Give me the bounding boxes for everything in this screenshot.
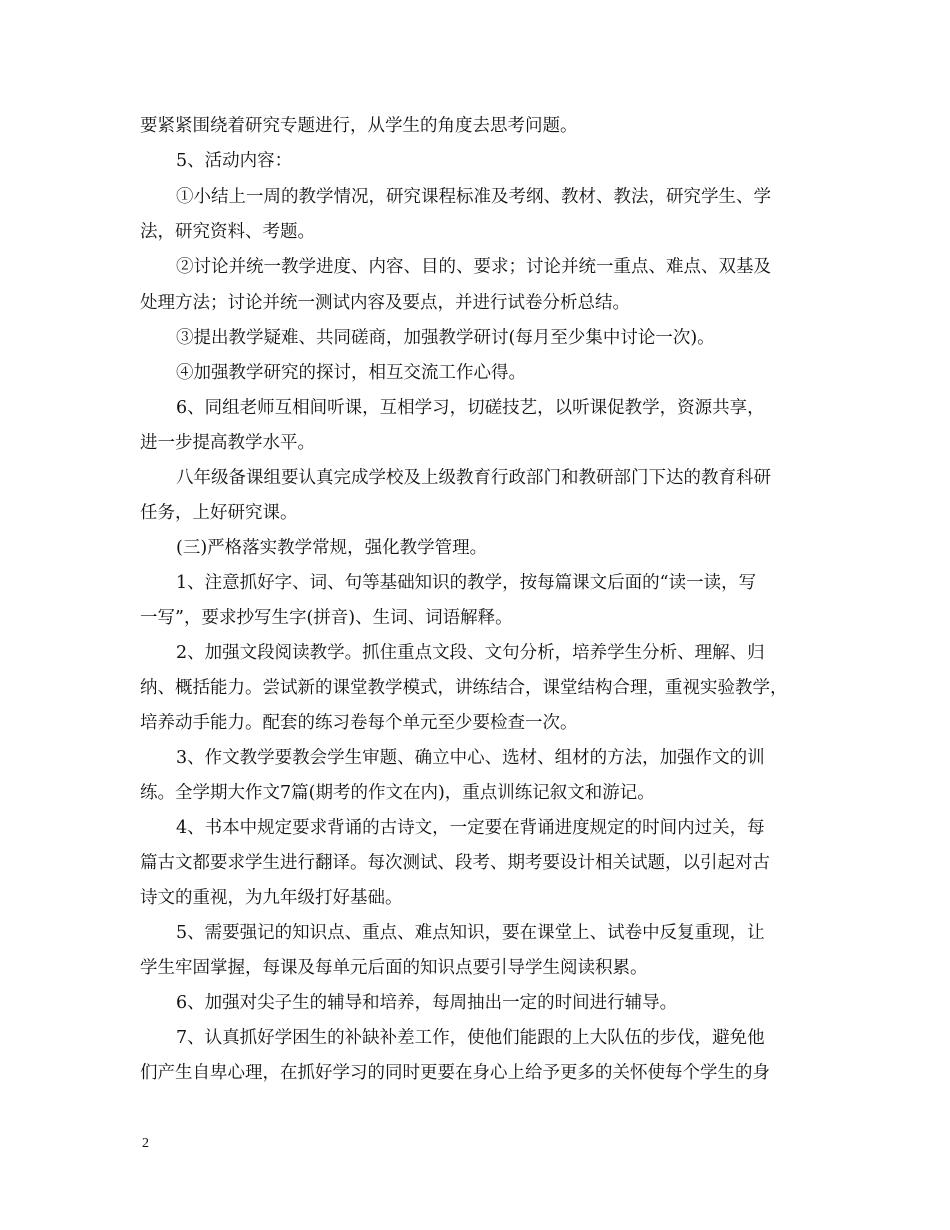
text-line: 培养动手能力。配套的练习卷每个单元至少要检查一次。 <box>140 713 578 733</box>
text-line: 5、需要强记的知识点、重点、难点知识，要在课堂上、试卷中反复重现，让 <box>176 923 765 943</box>
text-line: 任务，上好研究课。 <box>140 503 298 523</box>
text-line: ②讨论并统一教学进度、内容、目的、要求；讨论并统一重点、难点、双基及 <box>176 257 771 277</box>
text-line: 进一步提高教学水平。 <box>140 433 315 453</box>
text-line: 6、同组老师互相间听课，互相学习，切磋技艺，以听课促教学，资源共享， <box>176 398 765 418</box>
text-line: 法，研究资料、考题。 <box>140 222 315 242</box>
text-line: 6、加强对尖子生的辅导和培养，每周抽出一定的时间进行辅导。 <box>176 993 678 1013</box>
text-line: 7、认真抓好学困生的补缺补差工作，使他们能跟的上大队伍的步伐，避免他 <box>176 1028 765 1048</box>
text-line: 1、注意抓好字、词、句等基础知识的教学，按每篇课文后面的“读一读，写 <box>176 573 757 593</box>
text-line: 八年级备课组要认真完成学校及上级教育行政部门和教研部门下达的教育科研 <box>176 468 771 488</box>
text-line: 2、加强文段阅读教学。抓住重点文段、文句分析，培养学生分析、理解、归 <box>176 643 765 663</box>
text-line: 纳、概括能力。尝试新的课堂教学模式，讲练结合，课堂结构合理，重视实验教学， <box>140 678 788 698</box>
section-heading: (三)严格落实教学常规，强化教学管理。 <box>176 538 488 558</box>
text-line: 学生牢固掌握，每课及每单元后面的知识点要引导学生阅读积累。 <box>140 958 648 978</box>
text-line: 们产生自卑心理，在抓好学习的同时更要在身心上给予更多的关怀使每个学生的身 <box>140 1063 770 1083</box>
page-number: 2 <box>142 1136 149 1151</box>
text-line: 一写”，要求抄写生字(拼音)、生词、词语解释。 <box>140 608 513 628</box>
text-line: ④加强教学研究的探讨，相互交流工作心得。 <box>176 363 526 383</box>
text-line: 篇古文都要求学生进行翻译。每次测试、段考、期考要设计相关试题，以引起对古 <box>140 853 770 873</box>
text-line: 4、书本中规定要求背诵的古诗文，一定要在背诵进度规定的时间内过关，每 <box>176 818 765 838</box>
text-line: 3、作文教学要教会学生审题、确立中心、选材、组材的方法，加强作文的训 <box>176 748 765 768</box>
text-line: ①小结上一周的教学情况，研究课程标准及考纲、教材、教法，研究学生、学 <box>176 187 771 207</box>
text-line: 要紧紧围绕着研究专题进行，从学生的角度去思考问题。 <box>140 116 578 136</box>
text-line: 5、活动内容： <box>176 151 293 171</box>
text-line: 诗文的重视，为九年级打好基础。 <box>140 888 403 908</box>
text-line: 处理方法；讨论并统一测试内容及要点，并进行试卷分析总结。 <box>140 293 630 313</box>
text-line: 练。全学期大作文7篇(期考的作文在内)，重点训练记叙文和游记。 <box>140 783 655 803</box>
text-line: ③提出教学疑难、共同磋商，加强教学研讨(每月至少集中讨论一次)。 <box>176 328 715 348</box>
